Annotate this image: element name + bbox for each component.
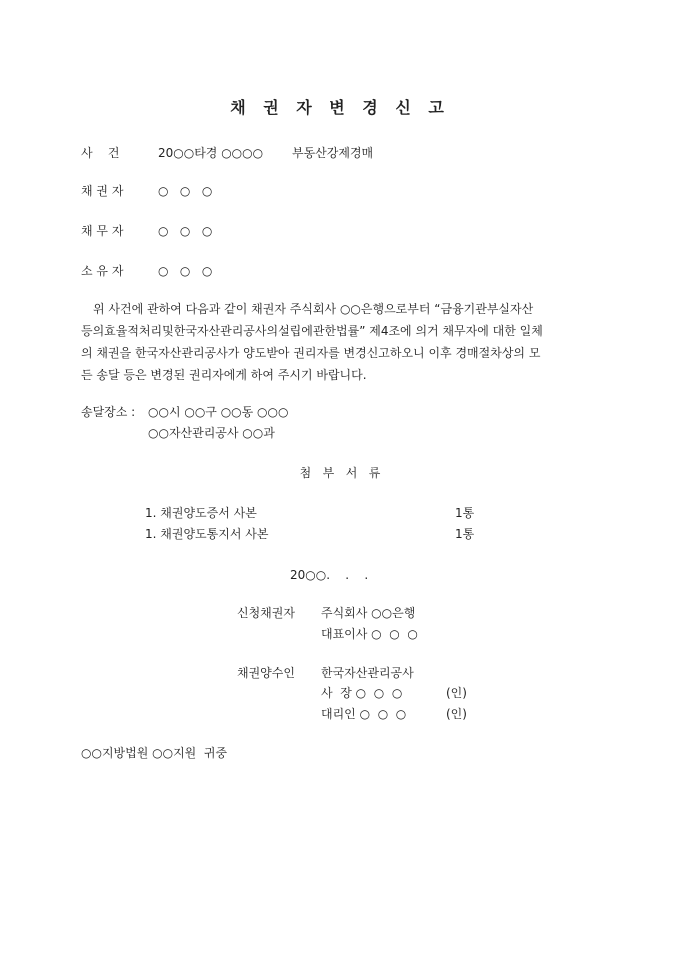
date: 20○○. . .	[290, 568, 369, 582]
transferee-agent: 대리인 ○ ○ ○	[321, 707, 407, 721]
attachment-item-1: 1. 채권양도증서 사본	[145, 506, 257, 520]
attachments-heading: 첨 부 서 류	[299, 466, 381, 480]
transferee-label: 채권양수인	[237, 666, 295, 680]
attachment-item-2: 1. 채권양도통지서 사본	[145, 527, 269, 541]
transferee-president: 사 장 ○ ○ ○	[321, 686, 403, 700]
president-seal: (인)	[446, 686, 467, 700]
case-type: 부동산강제경매	[292, 146, 374, 160]
debtor-name: ○ ○ ○	[158, 224, 213, 238]
applicant-label: 신청채권자	[237, 606, 295, 620]
page-title: 채 권 자 변 경 신 고	[230, 98, 450, 117]
applicant-representative: 대표이사 ○ ○ ○	[321, 627, 418, 641]
applicant-company: 주식회사 ○○은행	[321, 606, 416, 620]
case-label: 사 건	[81, 146, 120, 160]
creditor-label: 채 권 자	[81, 184, 124, 198]
owner-label: 소 유 자	[81, 264, 124, 278]
agent-seal: (인)	[446, 707, 467, 721]
case-number: 20○○타경 ○○○○	[158, 146, 264, 160]
body-line-4: 든 송달 등은 변경된 권리자에게 하여 주시기 바랍니다.	[81, 368, 367, 382]
debtor-label: 채 무 자	[81, 224, 124, 238]
body-line-1: 위 사건에 관하여 다음과 같이 채권자 주식회사 ○○은행으로부터 “금융기관부실자산	[93, 302, 534, 316]
delivery-address: ○○시 ○○구 ○○동 ○○○	[148, 405, 289, 419]
creditor-name: ○ ○ ○	[158, 184, 213, 198]
owner-name: ○ ○ ○	[158, 264, 213, 278]
delivery-office: ○○자산관리공사 ○○과	[148, 426, 275, 440]
body-line-3: 의 채권을 한국자산관리공사가 양도받아 권리자를 변경신고하오니 이후 경매절차상의 모	[81, 346, 541, 360]
transferee-company: 한국자산관리공사	[321, 666, 414, 680]
attachment-count-1: 1통	[455, 506, 475, 520]
body-line-2: 등의효율적처리및한국자산관리공사의설립에관한법률” 제4조에 의거 채무자에 대한 일체	[81, 324, 543, 338]
court-addressee: ○○지방법원 ○○지원 귀중	[81, 746, 228, 760]
attachment-count-2: 1통	[455, 527, 475, 541]
body-paragraph	[81, 298, 601, 386]
delivery-label: 송달장소 :	[81, 405, 136, 419]
